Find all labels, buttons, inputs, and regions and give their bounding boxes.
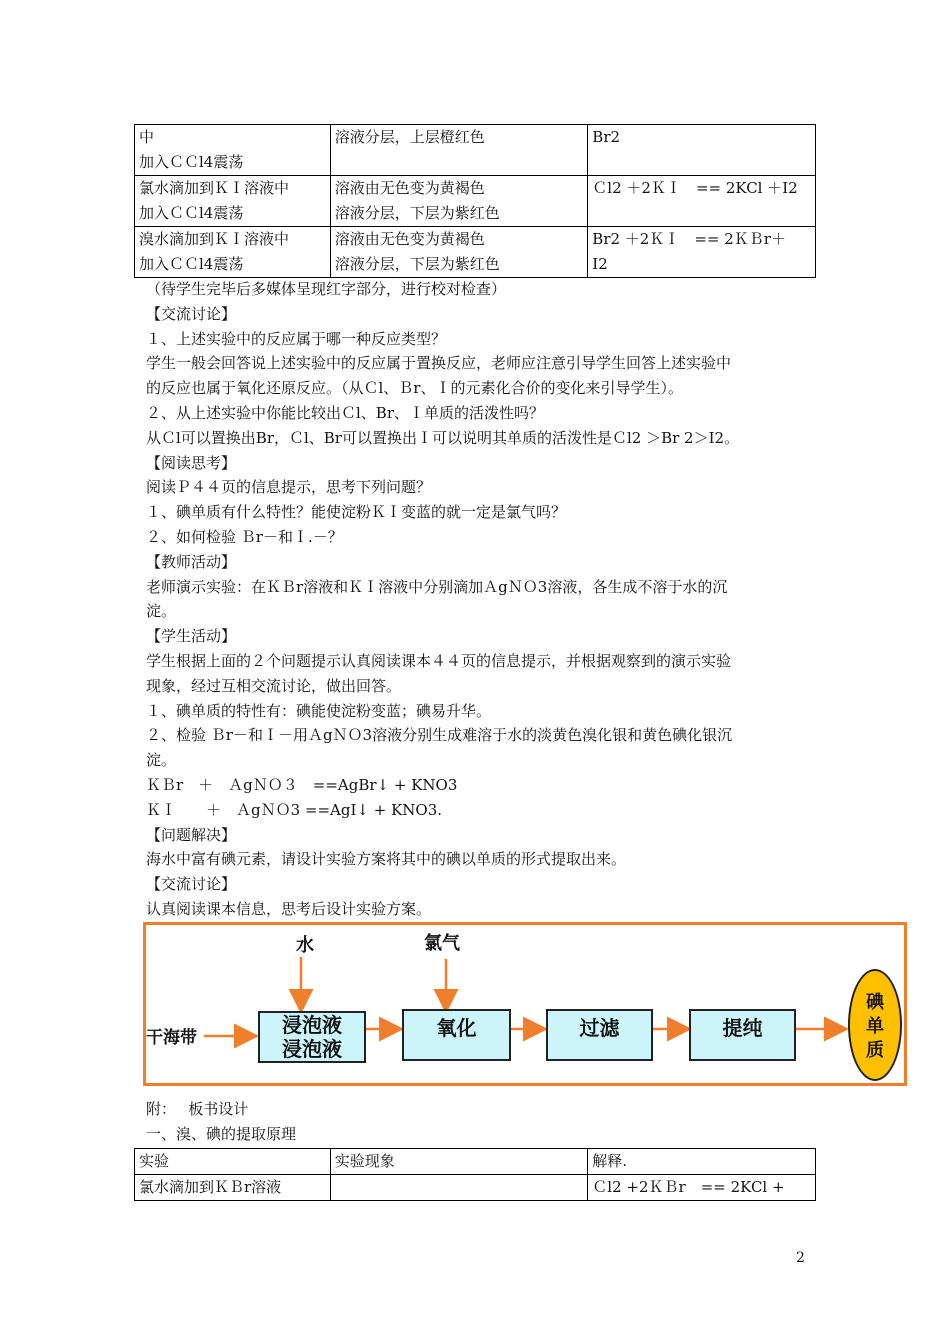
text-line: 【教师活动】 (146, 552, 237, 571)
box-oxidize: 氧化 (402, 1009, 511, 1061)
text-line: 现象，经过互相交流讨论，做出回答。 (146, 676, 402, 695)
text-line: 【问题解决】 (146, 825, 237, 844)
appendix-label: 附： 板书设计 (146, 1100, 249, 1118)
table-cell (588, 176, 816, 227)
cell-line: 溶液由无色变为黄褐色 (334, 230, 485, 248)
result-char-3: 质 (866, 1040, 884, 1061)
text-line: ＫＢr ＋ ＡgＮＯ３ ==AgBr↓ + KNO3 (146, 776, 458, 794)
table-cell (330, 176, 588, 227)
table-row (135, 1175, 816, 1201)
cell-line: 加入ＣＣl4震荡 (139, 204, 244, 222)
header-explanation: 解释. (588, 1149, 816, 1175)
text-line: 海水中富有碘元素，请设计实验方案将其中的碘以单质的形式提取出来。 (146, 850, 627, 869)
table-cell (135, 227, 331, 278)
cell-line: 溶液由无色变为黄褐色 (334, 179, 485, 197)
table-row (135, 125, 816, 176)
table-header-row (135, 1149, 816, 1175)
cell-line: 溶液分层，下层为紫红色 (334, 255, 500, 273)
text-line: 【交流讨论】 (146, 304, 237, 323)
cell-experiment: 氯水滴加到ＫＢr溶液 (135, 1175, 331, 1201)
section-title: 一、溴、碘的提取原理 (146, 1125, 297, 1143)
extraction-flowchart (143, 922, 907, 1086)
principle-table (134, 1148, 816, 1201)
label-chlorine: 氯气 (424, 933, 460, 954)
reaction-table (134, 124, 816, 278)
cell-line: 溴水滴加到ＫＩ溶液中 (139, 230, 290, 248)
text-line: １、碘单质有什么特性？能使淀粉ＫＩ变蓝的就一定是氯气吗？ (146, 503, 567, 522)
header-experiment: 实验 (135, 1149, 331, 1175)
box-purify: 提纯 (689, 1009, 796, 1061)
text-line: 老师演示实验：在ＫＢr溶液和ＫＩ溶液中分别滴加ＡgＮＯ3溶液，各生成不溶于水的沉 (146, 577, 728, 596)
cell-line: Br2 (592, 128, 621, 146)
text-line: （待学生完毕后多媒体呈现红字部分，进行校对检查） (146, 280, 507, 298)
cell-line: 氯水滴加到ＫＩ溶液中 (139, 179, 290, 197)
box-filter: 过滤 (546, 1009, 653, 1061)
table-cell (588, 125, 816, 176)
table-cell (588, 227, 816, 278)
cell-line: 加入ＣＣl4震荡 (139, 153, 244, 171)
cell-line: Ｃl2 ＋2ＫＩ == 2KCl ＋I2 (592, 179, 798, 197)
cell-line: I2 (592, 255, 608, 273)
result-iodine-oval (848, 969, 902, 1081)
text-line: 阅读Ｐ４４页的信息提示，思考下列问题？ (146, 478, 432, 497)
table-cell (135, 176, 331, 227)
text-line: ２、检验 Ｂr－和Ｉ－用ＡgＮＯ3溶液分别生成难溶于水的淡黄色溴化银和黄色碘化银沉 (146, 726, 733, 745)
text-line: 从Ｃl可以置换出Br，Ｃl、Br可以置换出Ｉ可以说明其单质的活泼性是Ｃl2 ＞Br 2＞I2。 (146, 428, 740, 447)
text-line: 学生一般会回答说上述实验中的反应属于置换反应，老师应注意引导学生回答上述实验中 (146, 354, 732, 373)
text-line: １、碘单质的特性有：碘能使淀粉变蓝；碘易升华。 (146, 701, 492, 720)
cell-explanation: Ｃl2 +2ＫＢr == 2KCl + (588, 1175, 816, 1201)
text-line: ２、如何检验 Ｂr－和Ｉ.－？ (146, 528, 343, 546)
cell-line: Br2 ＋2ＫＩ == 2ＫＢr＋ (592, 230, 786, 248)
text-line: 的反应也属于氧化还原反应。（从Ｃl、Ｂr、Ｉ的元素化合价的变化来引导学生）。 (146, 379, 683, 398)
table-cell (135, 125, 331, 176)
cell-line: 溶液分层，下层为紫红色 (334, 204, 500, 222)
cell-phenomenon (330, 1175, 588, 1201)
cell-line: 加入ＣＣl4震荡 (139, 255, 244, 273)
cell-line: 溶液分层，上层橙红色 (334, 128, 485, 146)
table-row (135, 227, 816, 278)
table-cell (330, 125, 588, 176)
page-number: 2 (796, 1250, 805, 1266)
text-line: 淀。 (146, 602, 177, 621)
result-char-1: 碘 (866, 992, 884, 1013)
text-line: 【阅读思考】 (146, 453, 237, 472)
text-line: 【交流讨论】 (146, 875, 237, 894)
label-dried-kelp: 干海带 (146, 1028, 197, 1048)
text-line: 【学生活动】 (146, 627, 237, 646)
text-line: １、上述实验中的反应属于哪一种反应类型？ (146, 329, 447, 348)
text-line: 学生根据上面的２个问题提示认真阅读课本４４页的信息提示，并根据观察到的演示实验 (146, 652, 732, 670)
label-water: 水 (296, 935, 314, 956)
box-soak-liquid-line2: 浸泡液 (282, 1037, 342, 1061)
header-phenomenon: 实验现象 (330, 1149, 588, 1175)
box-soak-liquid (258, 1011, 366, 1063)
table-cell (330, 227, 588, 278)
text-line: 淀。 (146, 751, 177, 770)
text-line: ２、从上述实验中你能比较出Ｃl、Br、Ｉ单质的活泼性吗？ (146, 404, 544, 422)
result-char-2: 单 (866, 1016, 884, 1037)
table-row (135, 176, 816, 227)
text-line: ＫＩ ＋ ＡgＮＯ3 ==AgI↓ + KNO3. (146, 800, 443, 819)
box-soak-liquid-line1: 浸泡液 (282, 1013, 342, 1037)
cell-line: 中 (139, 128, 155, 146)
text-line: 认真阅读课本信息，思考后设计实验方案。 (146, 900, 432, 918)
